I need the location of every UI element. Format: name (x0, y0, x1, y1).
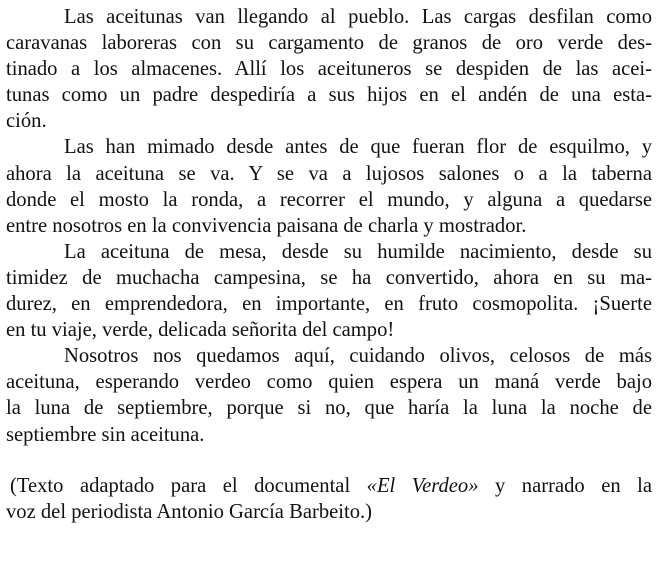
document-page (6, 4, 652, 525)
spacer (6, 448, 652, 473)
source-note (6, 473, 652, 525)
text-line: septiembre sin aceituna. (6, 423, 205, 446)
text-line: Las aceitunas van llegando al pueblo. Las cargas desfilan como (64, 6, 652, 28)
paragraph-1 (6, 4, 652, 134)
text-line: entre nosotros en la convivencia paisana de charla y mostrador. (6, 214, 527, 237)
note-line: voz del periodista Antonio García Barbeito.) (6, 500, 373, 523)
text-line: donde el mosto la ronda, a recorrer el mundo, y alguna a quedarse (6, 188, 652, 211)
text-line: la luna de septiembre, porque si no, que haría la luna la noche de (6, 397, 652, 420)
text-line: tunas como un padre despediría a sus hijos en el andén de una esta- (6, 84, 652, 107)
text-line: aceituna, esperando verdeo como quien espera un maná verde bajo (6, 371, 652, 394)
paragraph-3 (6, 239, 652, 343)
note-line (6, 473, 652, 499)
text-line: Nosotros nos quedamos aquí, cuidando olivos, celosos de más (64, 345, 652, 368)
paragraph-4 (6, 343, 652, 447)
text-line: timidez de muchacha campesina, se ha convertido, ahora en su ma- (6, 266, 652, 289)
text-line: tinado a los almacenes. Allí los aceituneros se despiden de las acei- (6, 58, 652, 81)
text-line: Las han mimado desde antes de que fueran flor de esquilmo, y (64, 136, 652, 159)
paragraph-2 (6, 134, 652, 238)
text-line: ción. (6, 110, 47, 133)
note-text-before: (Texto adaptado para el documental (10, 474, 367, 497)
text-line: en tu viaje, verde, delicada señorita del campo! (6, 319, 395, 342)
text-line: ahora la aceituna se va. Y se va a lujosos salones o a la taberna (6, 162, 652, 185)
documentary-title: «El Verdeo» (366, 474, 479, 497)
text-line: caravanas laboreras con su cargamento de granos de oro verde des- (6, 32, 652, 55)
note-text-after: y narrado en la (478, 474, 652, 497)
text-line: La aceituna de mesa, desde su humilde nacimiento, desde su (64, 240, 652, 263)
text-line: durez, en emprendedora, en importante, en fruto cosmopolita. ¡Suerte (6, 293, 652, 316)
